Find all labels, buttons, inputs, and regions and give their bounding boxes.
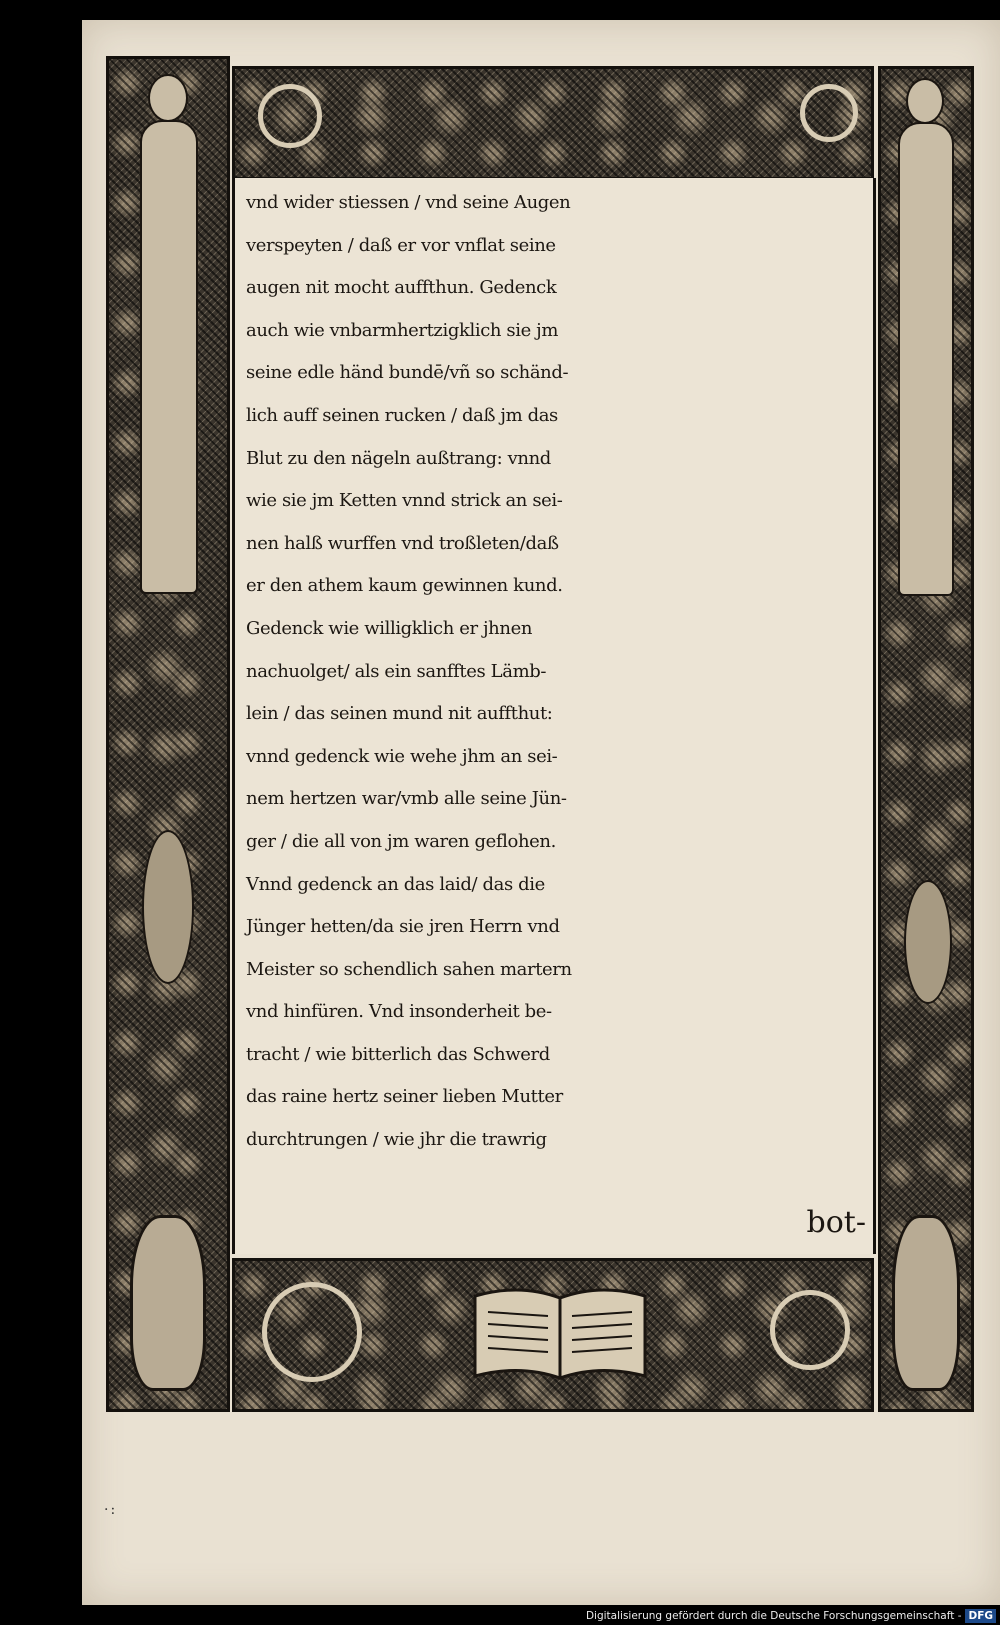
shield-ornament-right	[904, 880, 952, 1004]
text-line: nachuolget/ als ein sanfftes Lämb-	[246, 660, 547, 682]
shield-ornament-left	[142, 830, 194, 984]
text-line: vnd hinfüren. Vnd insonderheit be-	[246, 1001, 552, 1023]
scroll-ornament-bottom-left	[262, 1282, 362, 1382]
text-line: tracht / wie bitterlich das Schwerd	[246, 1043, 550, 1065]
scroll-ornament-top-right	[800, 84, 858, 142]
text-line: ger / die all von jm waren geflohen.	[246, 830, 556, 852]
text-line: Gedenck wie willigklich er jhnen	[246, 617, 533, 639]
text-line: Vnnd gedenck an das laid/ das die	[246, 873, 545, 895]
saint-figure-right-body	[898, 122, 954, 596]
text-line: seine edle händ bundē/vñ so schänd-	[246, 362, 569, 384]
margin-specks: ·:	[104, 1502, 118, 1518]
text-line: das raine hertz seiner lieben Mutter	[246, 1086, 563, 1108]
scroll-ornament-top-left	[258, 84, 322, 148]
text-line: Meister so schendlich sahen martern	[246, 958, 572, 980]
text-line: Blut zu den nägeln außtrang: vnnd	[246, 447, 551, 469]
text-line: Jünger hetten/da sie jren Herrn vnd	[246, 916, 560, 938]
text-line: nen halß wurffen vnd troßleten/daß	[246, 532, 559, 554]
text-line: er den athem kaum gewinnen kund.	[246, 575, 563, 597]
text-line: vnnd gedenck wie wehe jhm an sei-	[246, 745, 558, 767]
woodcut-border-top	[232, 66, 874, 180]
text-line: nem hertzen war/vmb alle seine Jün-	[246, 788, 567, 810]
text-line: lich auff seinen rucken / daß jm das	[246, 404, 558, 426]
saint-figure-left-body	[140, 120, 198, 594]
text-line: auch wie vnbarmhertzigklich sie jm	[246, 319, 559, 341]
saint-figure-left-head	[148, 74, 188, 122]
text-line: vnd wider stiessen / vnd seine Augen	[246, 192, 571, 213]
scroll-ornament-bottom-right	[770, 1290, 850, 1370]
dfg-logo[interactable]: DFG	[965, 1609, 996, 1623]
catchword: bot-	[806, 1205, 866, 1240]
saint-figure-right-head	[906, 78, 944, 124]
footer-bar	[580, 1608, 1000, 1625]
open-book-icon	[460, 1278, 660, 1388]
text-line: lein / das seinen mund nit auffthut:	[246, 703, 553, 725]
text-line: wie sie jm Ketten vnnd strick an sei-	[246, 490, 563, 512]
vase-ornament-left	[130, 1215, 206, 1391]
text-line: durchtrungen / wie jhr die trawrig	[246, 1129, 547, 1151]
footer-credit: Digitalisierung gefördert durch die Deutsche Forschungsgemeinschaft -	[585, 1610, 962, 1622]
body-text	[246, 182, 868, 1162]
text-line: augen nit mocht auffthun. Gedenck	[246, 277, 557, 299]
text-line: verspeyten / daß er vor vnflat seine	[246, 234, 556, 256]
vase-ornament-right	[892, 1215, 960, 1391]
